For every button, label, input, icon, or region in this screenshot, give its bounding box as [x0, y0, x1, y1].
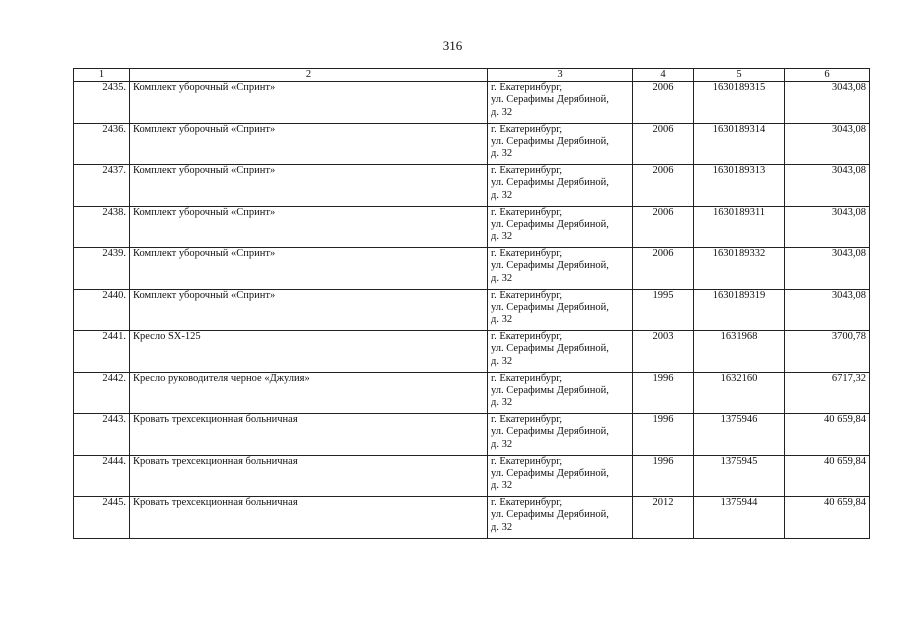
row-number-cell: 2435.: [74, 82, 130, 124]
address-line: г. Екатеринбург,: [491, 414, 563, 425]
address-line: ул. Серафимы Дерябиной,: [491, 218, 609, 230]
address-line: д. 32: [491, 397, 513, 409]
address-line: ул. Серафимы Дерябиной,: [491, 301, 609, 313]
year-cell: 2006: [633, 248, 694, 290]
address-cell: [488, 82, 633, 124]
address-line: г. Екатеринбург,: [491, 289, 563, 301]
row-number-cell: 2438.: [74, 206, 130, 248]
address-line: д. 32: [491, 314, 513, 326]
cost-cell: 3043,08: [785, 123, 870, 165]
inventory-number-cell: 1630189313: [694, 165, 785, 207]
column-header: 5: [694, 69, 785, 82]
item-name-cell: Комплект уборочный «Спринт»: [130, 248, 488, 290]
address-line: ул. Серафимы Дерябиной,: [491, 260, 609, 272]
address-cell: [488, 414, 633, 456]
address-line: д. 32: [491, 521, 513, 533]
address-line: ул. Серафимы Дерябиной,: [491, 467, 609, 479]
item-name-cell: Кровать трехсекционная больничная: [130, 414, 488, 456]
year-cell: 1996: [633, 372, 694, 414]
cost-cell: 3043,08: [785, 248, 870, 290]
inventory-number-cell: 1630189311: [694, 206, 785, 248]
column-number-row: [74, 69, 870, 82]
row-number-cell: 2443.: [74, 414, 130, 456]
row-number-cell: 2444.: [74, 455, 130, 497]
address-line: г. Екатеринбург,: [491, 165, 563, 176]
table-row: [74, 248, 870, 290]
item-name-cell: Комплект уборочный «Спринт»: [130, 123, 488, 165]
cost-cell: 3043,08: [785, 289, 870, 331]
address-cell: [488, 331, 633, 373]
table-row: [74, 289, 870, 331]
table-row: [74, 82, 870, 124]
table-body: [74, 82, 870, 539]
address-cell: [488, 455, 633, 497]
inventory-number-cell: 1630189332: [694, 248, 785, 290]
address-cell: [488, 123, 633, 165]
inventory-number-cell: 1631968: [694, 331, 785, 373]
page-number: 316: [442, 38, 463, 53]
address-cell: [488, 497, 633, 539]
address-line: д. 32: [491, 189, 513, 201]
year-cell: 1996: [633, 455, 694, 497]
cost-cell: 6717,32: [785, 372, 870, 414]
address-line: д. 32: [491, 438, 513, 450]
column-header: 3: [488, 69, 633, 82]
row-number-cell: 2436.: [74, 123, 130, 165]
item-name-cell: Комплект уборочный «Спринт»: [130, 289, 488, 331]
table-row: [74, 497, 870, 539]
table-row: [74, 123, 870, 165]
address-line: г. Екатеринбург,: [491, 123, 563, 135]
column-header: 2: [130, 69, 488, 82]
inventory-number-cell: 1630189319: [694, 289, 785, 331]
cost-cell: 3043,08: [785, 165, 870, 207]
address-line: ул. Серафимы Дерябиной,: [491, 343, 609, 355]
year-cell: 1995: [633, 289, 694, 331]
inventory-number-cell: 1375946: [694, 414, 785, 456]
row-number-cell: 2439.: [74, 248, 130, 290]
address-line: ул. Серафимы Дерябиной,: [491, 135, 609, 147]
address-line: ул. Серафимы Дерябиной,: [491, 177, 609, 189]
column-header: 1: [74, 69, 130, 82]
table-row: [74, 331, 870, 373]
address-cell: [488, 289, 633, 331]
cost-cell: 40 659,84: [785, 497, 870, 539]
cost-cell: 3700,78: [785, 331, 870, 373]
address-line: д. 32: [491, 355, 513, 367]
cost-cell: 3043,08: [785, 206, 870, 248]
address-line: г. Екатеринбург,: [491, 206, 563, 218]
table-row: [74, 206, 870, 248]
column-header: 6: [785, 69, 870, 82]
address-line: г. Екатеринбург,: [491, 497, 563, 508]
table-row: [74, 372, 870, 414]
year-cell: 2003: [633, 331, 694, 373]
table-row: [74, 414, 870, 456]
address-cell: [488, 206, 633, 248]
cost-cell: 3043,08: [785, 82, 870, 124]
year-cell: 1996: [633, 414, 694, 456]
item-name-cell: Кровать трехсекционная больничная: [130, 497, 488, 539]
inventory-number-cell: 1375945: [694, 455, 785, 497]
year-cell: 2006: [633, 206, 694, 248]
inventory-number-cell: 1632160: [694, 372, 785, 414]
row-number-cell: 2440.: [74, 289, 130, 331]
address-line: д. 32: [491, 148, 513, 160]
address-line: г. Екатеринбург,: [491, 82, 563, 93]
inventory-number-cell: 1630189315: [694, 82, 785, 124]
address-line: ул. Серафимы Дерябиной,: [491, 426, 609, 438]
year-cell: 2012: [633, 497, 694, 539]
inventory-number-cell: 1375944: [694, 497, 785, 539]
item-name-cell: Комплект уборочный «Спринт»: [130, 165, 488, 207]
address-line: г. Екатеринбург,: [491, 331, 563, 342]
address-line: ул. Серафимы Дерябиной,: [491, 384, 609, 396]
address-line: ул. Серафимы Дерябиной,: [491, 509, 609, 521]
row-number-cell: 2437.: [74, 165, 130, 207]
item-name-cell: Кровать трехсекционная больничная: [130, 455, 488, 497]
address-line: г. Екатеринбург,: [491, 455, 563, 467]
row-number-cell: 2441.: [74, 331, 130, 373]
address-line: д. 32: [491, 106, 513, 118]
year-cell: 2006: [633, 165, 694, 207]
table-row: [74, 165, 870, 207]
address-line: г. Екатеринбург,: [491, 248, 563, 259]
cost-cell: 40 659,84: [785, 414, 870, 456]
address-cell: [488, 165, 633, 207]
address-cell: [488, 372, 633, 414]
address-cell: [488, 248, 633, 290]
address-line: д. 32: [491, 231, 513, 243]
address-line: г. Екатеринбург,: [491, 372, 563, 384]
address-line: д. 32: [491, 272, 513, 284]
item-name-cell: Комплект уборочный «Спринт»: [130, 82, 488, 124]
cost-cell: 40 659,84: [785, 455, 870, 497]
item-name-cell: Кресло руководителя черное «Джулия»: [130, 372, 488, 414]
table-row: [74, 455, 870, 497]
row-number-cell: 2442.: [74, 372, 130, 414]
address-line: д. 32: [491, 480, 513, 492]
year-cell: 2006: [633, 123, 694, 165]
address-line: ул. Серафимы Дерябиной,: [491, 94, 609, 106]
property-table: [73, 68, 870, 539]
column-header: 4: [633, 69, 694, 82]
item-name-cell: Комплект уборочный «Спринт»: [130, 206, 488, 248]
inventory-number-cell: 1630189314: [694, 123, 785, 165]
year-cell: 2006: [633, 82, 694, 124]
item-name-cell: Кресло SX-125: [130, 331, 488, 373]
row-number-cell: 2445.: [74, 497, 130, 539]
